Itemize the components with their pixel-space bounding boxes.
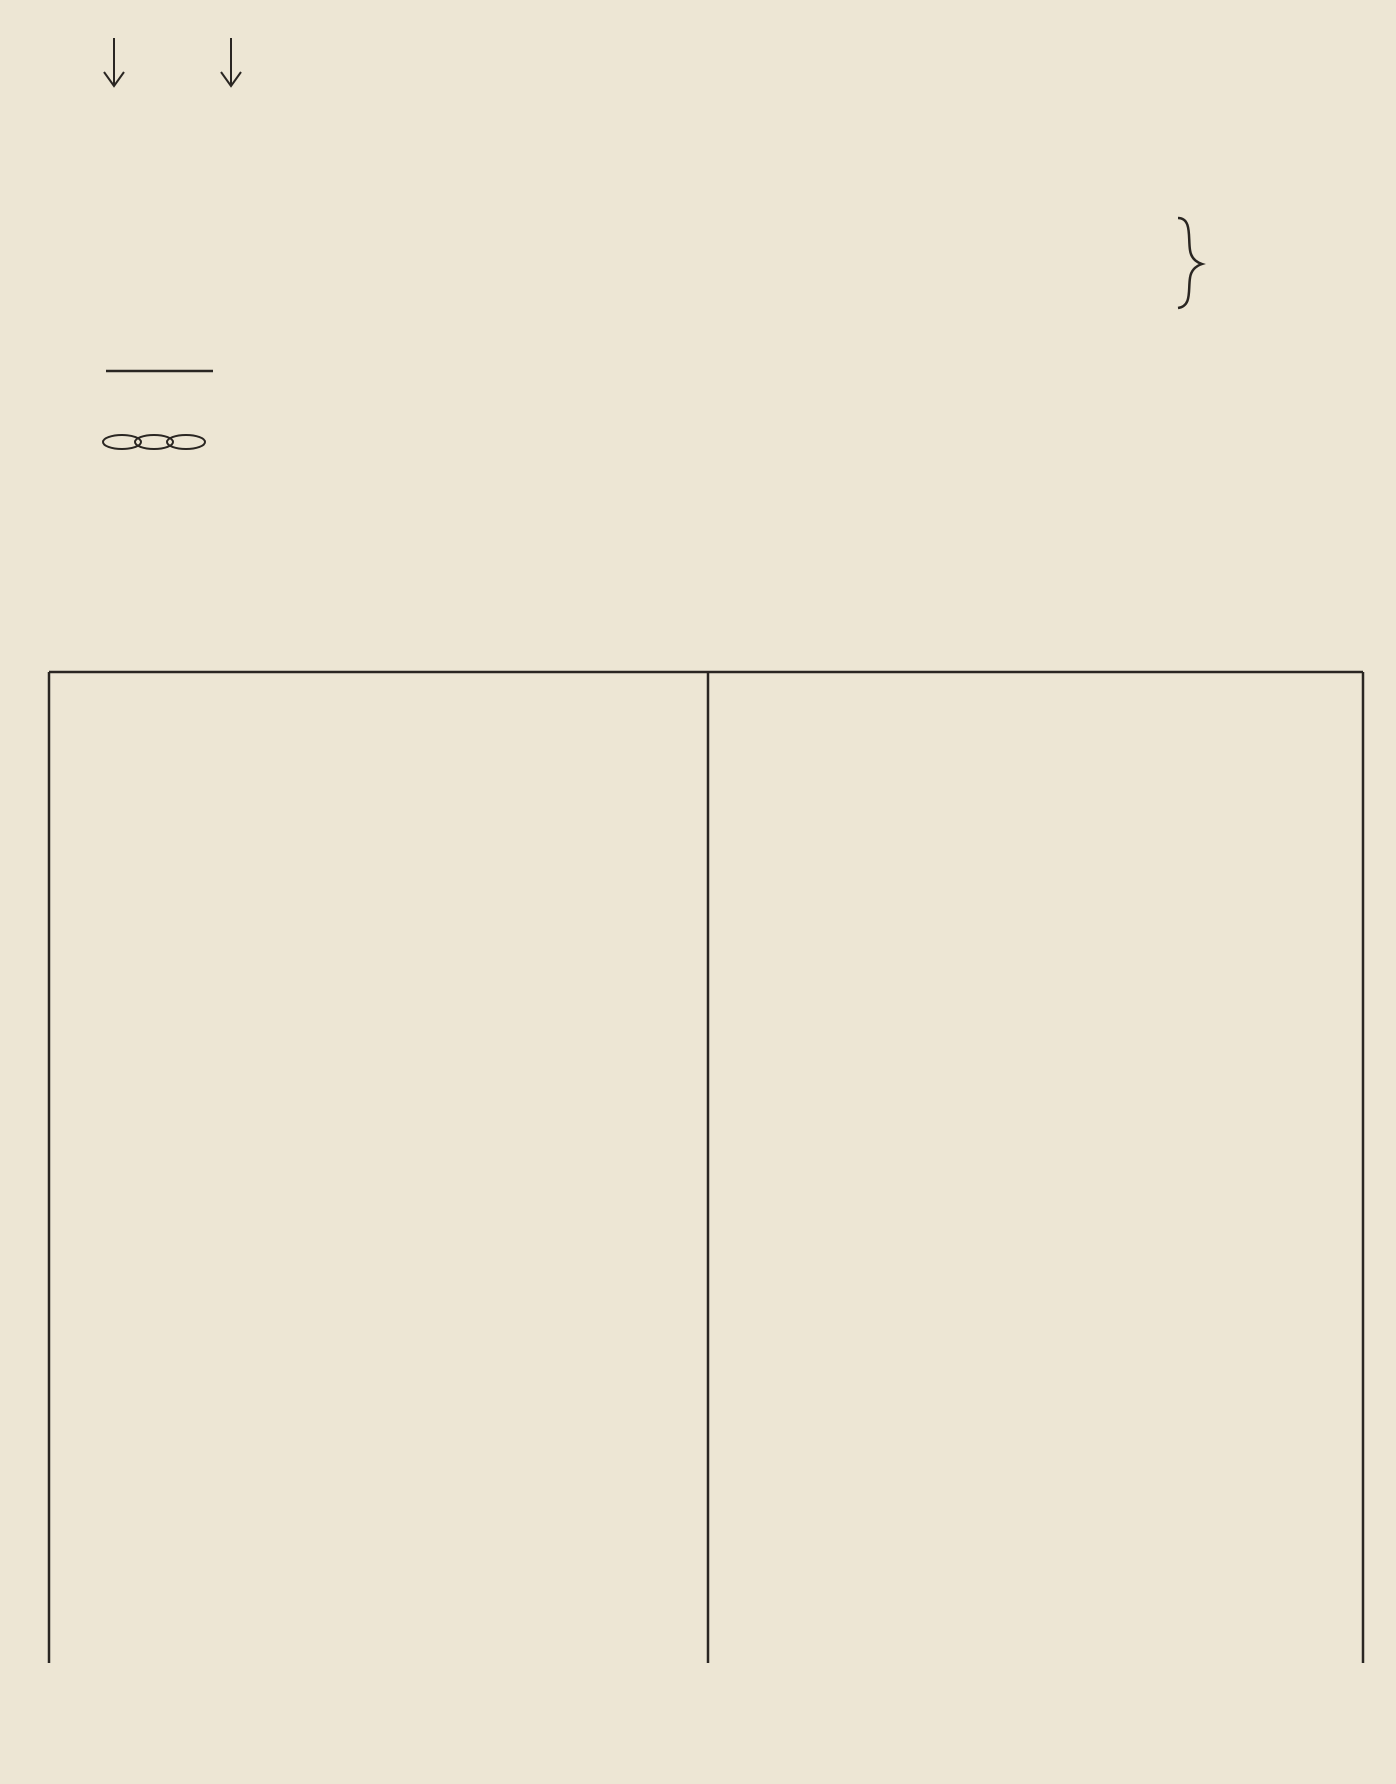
legend-turquoise-chain-icon	[103, 435, 205, 449]
start-arrow	[221, 38, 241, 86]
start-arrow	[104, 38, 124, 86]
scheme-b-diagram	[0, 500, 1396, 1784]
brace-icon	[1178, 218, 1202, 308]
scheme-a-diagram	[0, 0, 1396, 500]
blouse-outline	[49, 672, 1363, 1663]
